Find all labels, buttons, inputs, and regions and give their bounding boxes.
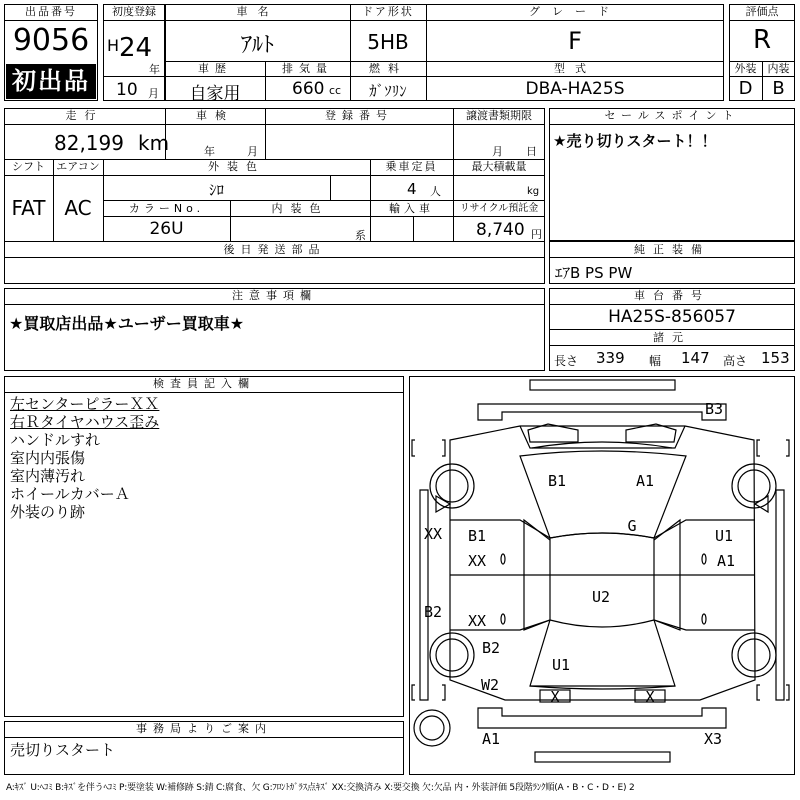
office-text: 売切りスタート: [10, 741, 116, 759]
first-listing-label: 初出品: [12, 67, 90, 95]
mileage: 82,199: [54, 131, 124, 155]
plate-label: 登録番号: [325, 109, 393, 122]
dimensions-label: 諸元: [653, 331, 691, 344]
inspector-line: ホイールカバーＡ: [10, 485, 130, 503]
capacity-label: 乗車定員: [385, 160, 438, 173]
damage-mark: B2: [481, 639, 501, 657]
color-label: 外装色: [208, 160, 265, 173]
damage-mark: A1: [716, 552, 736, 570]
model-code: DBA-HA25S: [525, 79, 625, 99]
registration-month-unit: 月: [148, 87, 159, 100]
displacement-unit: cc: [329, 84, 342, 97]
damage-mark: B1: [547, 472, 567, 490]
car-diagram: [409, 376, 795, 775]
inspector-line: ハンドルすれ: [10, 431, 101, 449]
name-label: 車名: [236, 5, 279, 18]
lot-label: 出品番号: [25, 5, 77, 18]
recycle-unit: 円: [531, 228, 542, 241]
registration-era: H: [107, 36, 120, 55]
damage-mark: X: [645, 688, 655, 706]
transfer-label: 譲渡書類期限: [466, 109, 532, 122]
grade: F: [568, 27, 582, 55]
exterior-score: D: [738, 78, 753, 99]
grade-label: グレード: [529, 5, 621, 18]
inspector-line: 室内内張傷: [10, 449, 86, 467]
length-label: 長さ: [554, 354, 579, 368]
displacement: 660: [292, 79, 325, 99]
exterior-color: ｼﾛ: [208, 181, 224, 199]
interior-color-unit: 系: [355, 229, 366, 242]
inspector-line: 外装のり跡: [10, 503, 86, 521]
sales-point-text: ★売り切りスタート！！: [553, 132, 717, 150]
width-label: 幅: [649, 354, 662, 368]
notes-label: 注意事項欄: [232, 289, 317, 302]
mileage-label: 走行: [65, 109, 104, 122]
recycle-label: リサイクル預託金: [459, 203, 539, 214]
registration-year: 24: [119, 33, 153, 63]
transfer-day-unit: 日: [526, 145, 537, 158]
color-number-label: カラーNo.: [128, 202, 205, 215]
ac-label: エアコン: [56, 160, 100, 173]
lot-number: 9056: [12, 23, 90, 58]
damage-mark: B2: [423, 603, 443, 621]
length: 339: [596, 349, 625, 367]
transfer-month-unit: 月: [492, 145, 503, 158]
load-label: 最大積載量: [471, 160, 527, 173]
shift: FAT: [11, 196, 46, 220]
car-name: ｱﾙﾄ: [240, 33, 274, 58]
registration-label: 初度登録: [112, 5, 156, 18]
recycle-fee: 8,740: [476, 220, 525, 240]
inspector-line: 右Ｒタイヤハウス歪み: [10, 413, 160, 431]
later-parts-label: 後日発送部品: [223, 243, 326, 256]
chassis-label: 車台番号: [634, 289, 710, 302]
damage-mark: B3: [704, 400, 724, 418]
width: 147: [681, 349, 710, 367]
load-unit: kg: [527, 186, 540, 197]
damage-legend: A:ｷｽﾞ U:ﾍｺﾐ B:ｷｽﾞを伴うﾍｺﾐ P:要塗装 W:補修跡 S:錆 C:腐食、欠 G:ﾌﾛﾝﾄｶﾞﾗｽ点ｷｽﾞ XX:交換済み X:要交換 欠:欠品 内・外装評価 5段階ﾗﾝｸ順(A・B・C・D・E) 2: [6, 783, 635, 793]
height: 153: [761, 349, 790, 367]
damage-mark: XX: [467, 552, 487, 570]
door-label: ドア形状: [362, 5, 414, 18]
interior-score: B: [772, 78, 785, 99]
registration-month: 10: [116, 80, 138, 100]
fuel: ｶﾞｿﾘﾝ: [369, 82, 407, 100]
height-label: 高さ: [723, 354, 748, 368]
inspection-month-unit: 月: [247, 145, 258, 158]
door-type: 5HB: [367, 30, 409, 54]
registration-year-unit: 年: [149, 63, 160, 76]
sales-point-box: [549, 108, 795, 241]
equipment-label: 純正装備: [634, 243, 710, 256]
inspector-line: 左センターピラーＸＸ: [10, 395, 160, 413]
damage-mark: U1: [714, 527, 734, 545]
office-label: 事務局よりご案内: [136, 722, 272, 735]
sales-point-label: セールスポイント: [604, 109, 740, 122]
damage-mark: B1: [467, 527, 487, 545]
mileage-unit: km: [138, 131, 170, 155]
inspector-notes: [10, 395, 159, 521]
chassis-number: HA25S-856057: [608, 307, 736, 327]
damage-mark: G: [627, 517, 637, 535]
exterior-label: 外装: [734, 62, 757, 75]
shift-label: シフト: [12, 160, 45, 173]
capacity-unit: 人: [430, 185, 441, 198]
import-label: 輸入車: [389, 202, 434, 215]
damage-mark: XX: [467, 612, 487, 630]
inspection-year-unit: 年: [204, 145, 215, 158]
damage-mark: U1: [551, 656, 571, 674]
capacity: 4: [407, 180, 417, 198]
score-label: 評価点: [745, 5, 779, 18]
model-label: 型式: [554, 62, 596, 75]
fuel-label: 燃料: [369, 62, 407, 75]
color-number: 26U: [149, 219, 184, 239]
air-conditioner: AC: [64, 196, 92, 220]
damage-mark: A1: [635, 472, 655, 490]
inspector-line: 室内薄汚れ: [10, 467, 86, 485]
inspection-label: 車検: [196, 109, 234, 122]
interior-label: 内装: [767, 62, 790, 75]
interior-color-label: 内装色: [271, 202, 329, 215]
damage-mark: U2: [591, 588, 611, 606]
damage-mark: W2: [480, 676, 500, 694]
inspector-label: 検査員記入欄: [153, 377, 255, 390]
equipment-text: ｴｱB PS PW: [555, 264, 633, 282]
history: 自家用: [189, 84, 241, 104]
history-label: 車歴: [198, 62, 232, 75]
score: R: [752, 25, 772, 55]
notes-text: ★買取店出品★ユーザー買取車★: [9, 314, 245, 333]
damage-mark: X: [550, 688, 560, 706]
damage-mark: XX: [423, 525, 443, 543]
displacement-label: 排気量: [282, 62, 333, 75]
damage-mark: A1: [481, 730, 501, 748]
damage-mark: X3: [703, 730, 723, 748]
